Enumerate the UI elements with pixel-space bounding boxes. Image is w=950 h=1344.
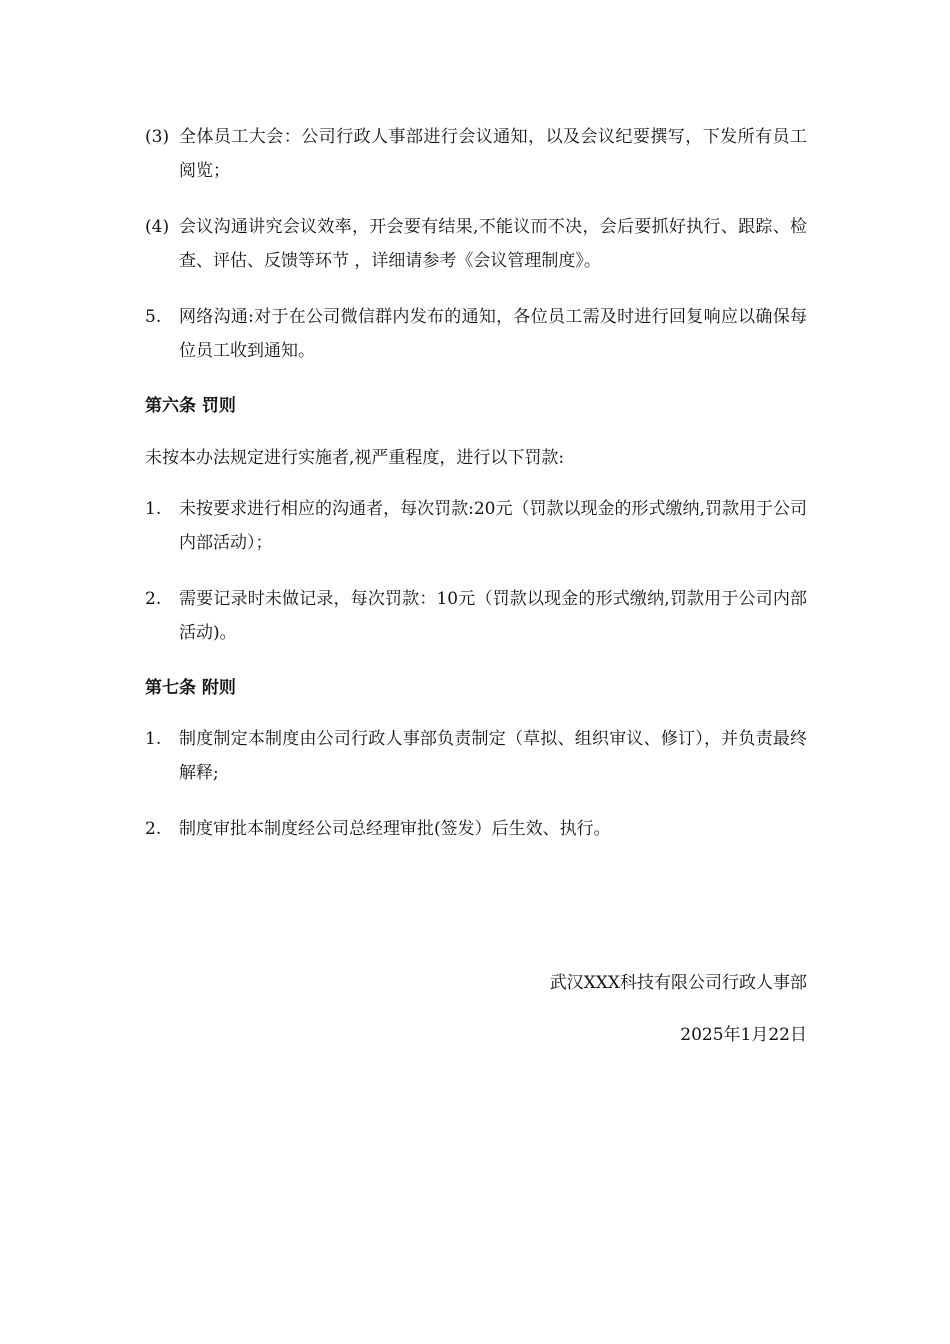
list-item-text: 会议沟通讲究会议效率，开会要有结果,不能议而不决，会后要抓好执行、跟踪、检查、评估、反馈等环节 ，详细请参考《会议管理制度》。 <box>179 217 807 271</box>
signature-date: 2025年1月22日 <box>680 1025 807 1045</box>
list-item-number: 2. <box>145 589 162 609</box>
list-item <box>145 812 807 846</box>
list-item-text: 制度审批本制度经公司总经理审批(签发）后生效、执行。 <box>179 819 611 839</box>
list-item-text: 未按要求进行相应的沟通者，每次罚款:20元（罚款以现金的形式缴纳,罚款用于公司内部活动）； <box>179 499 807 553</box>
section-intro: 未按本办法规定进行实施者,视严重程度，进行以下罚款: <box>145 448 565 468</box>
list-item <box>145 722 807 790</box>
list-item <box>145 492 807 560</box>
list-item <box>145 120 807 188</box>
list-item-number: (4) <box>145 217 170 237</box>
list-item-number: 2. <box>145 819 162 839</box>
list-item-number: 5. <box>145 307 162 327</box>
list-item-text: 全体员工大会：公司行政人事部进行会议通知，以及会议纪要撰写，下发所有员工阅览； <box>179 127 807 181</box>
list-item <box>145 210 807 278</box>
list-item <box>145 300 807 368</box>
list-item <box>145 582 807 650</box>
list-item-number: 1. <box>145 499 162 519</box>
list-item-text: 网络沟通:对于在公司微信群内发布的通知，各位员工需及时进行回复响应以确保每位员工收到通知。 <box>179 307 807 361</box>
signature-organization: 武汉XXX科技有限公司行政人事部 <box>549 973 807 993</box>
list-item-text: 需要记录时未做记录，每次罚款：10元（罚款以现金的形式缴纳,罚款用于公司内部活动)。 <box>179 589 807 643</box>
list-item-number: (3) <box>145 127 170 147</box>
list-item-number: 1. <box>145 729 162 749</box>
section-heading-penalties: 第六条 罚则 <box>145 396 236 416</box>
section-heading-supplementary: 第七条 附则 <box>145 678 236 698</box>
list-item-text: 制度制定本制度由公司行政人事部负责制定（草拟、组织审议、修订），并负责最终解释; <box>179 729 807 783</box>
